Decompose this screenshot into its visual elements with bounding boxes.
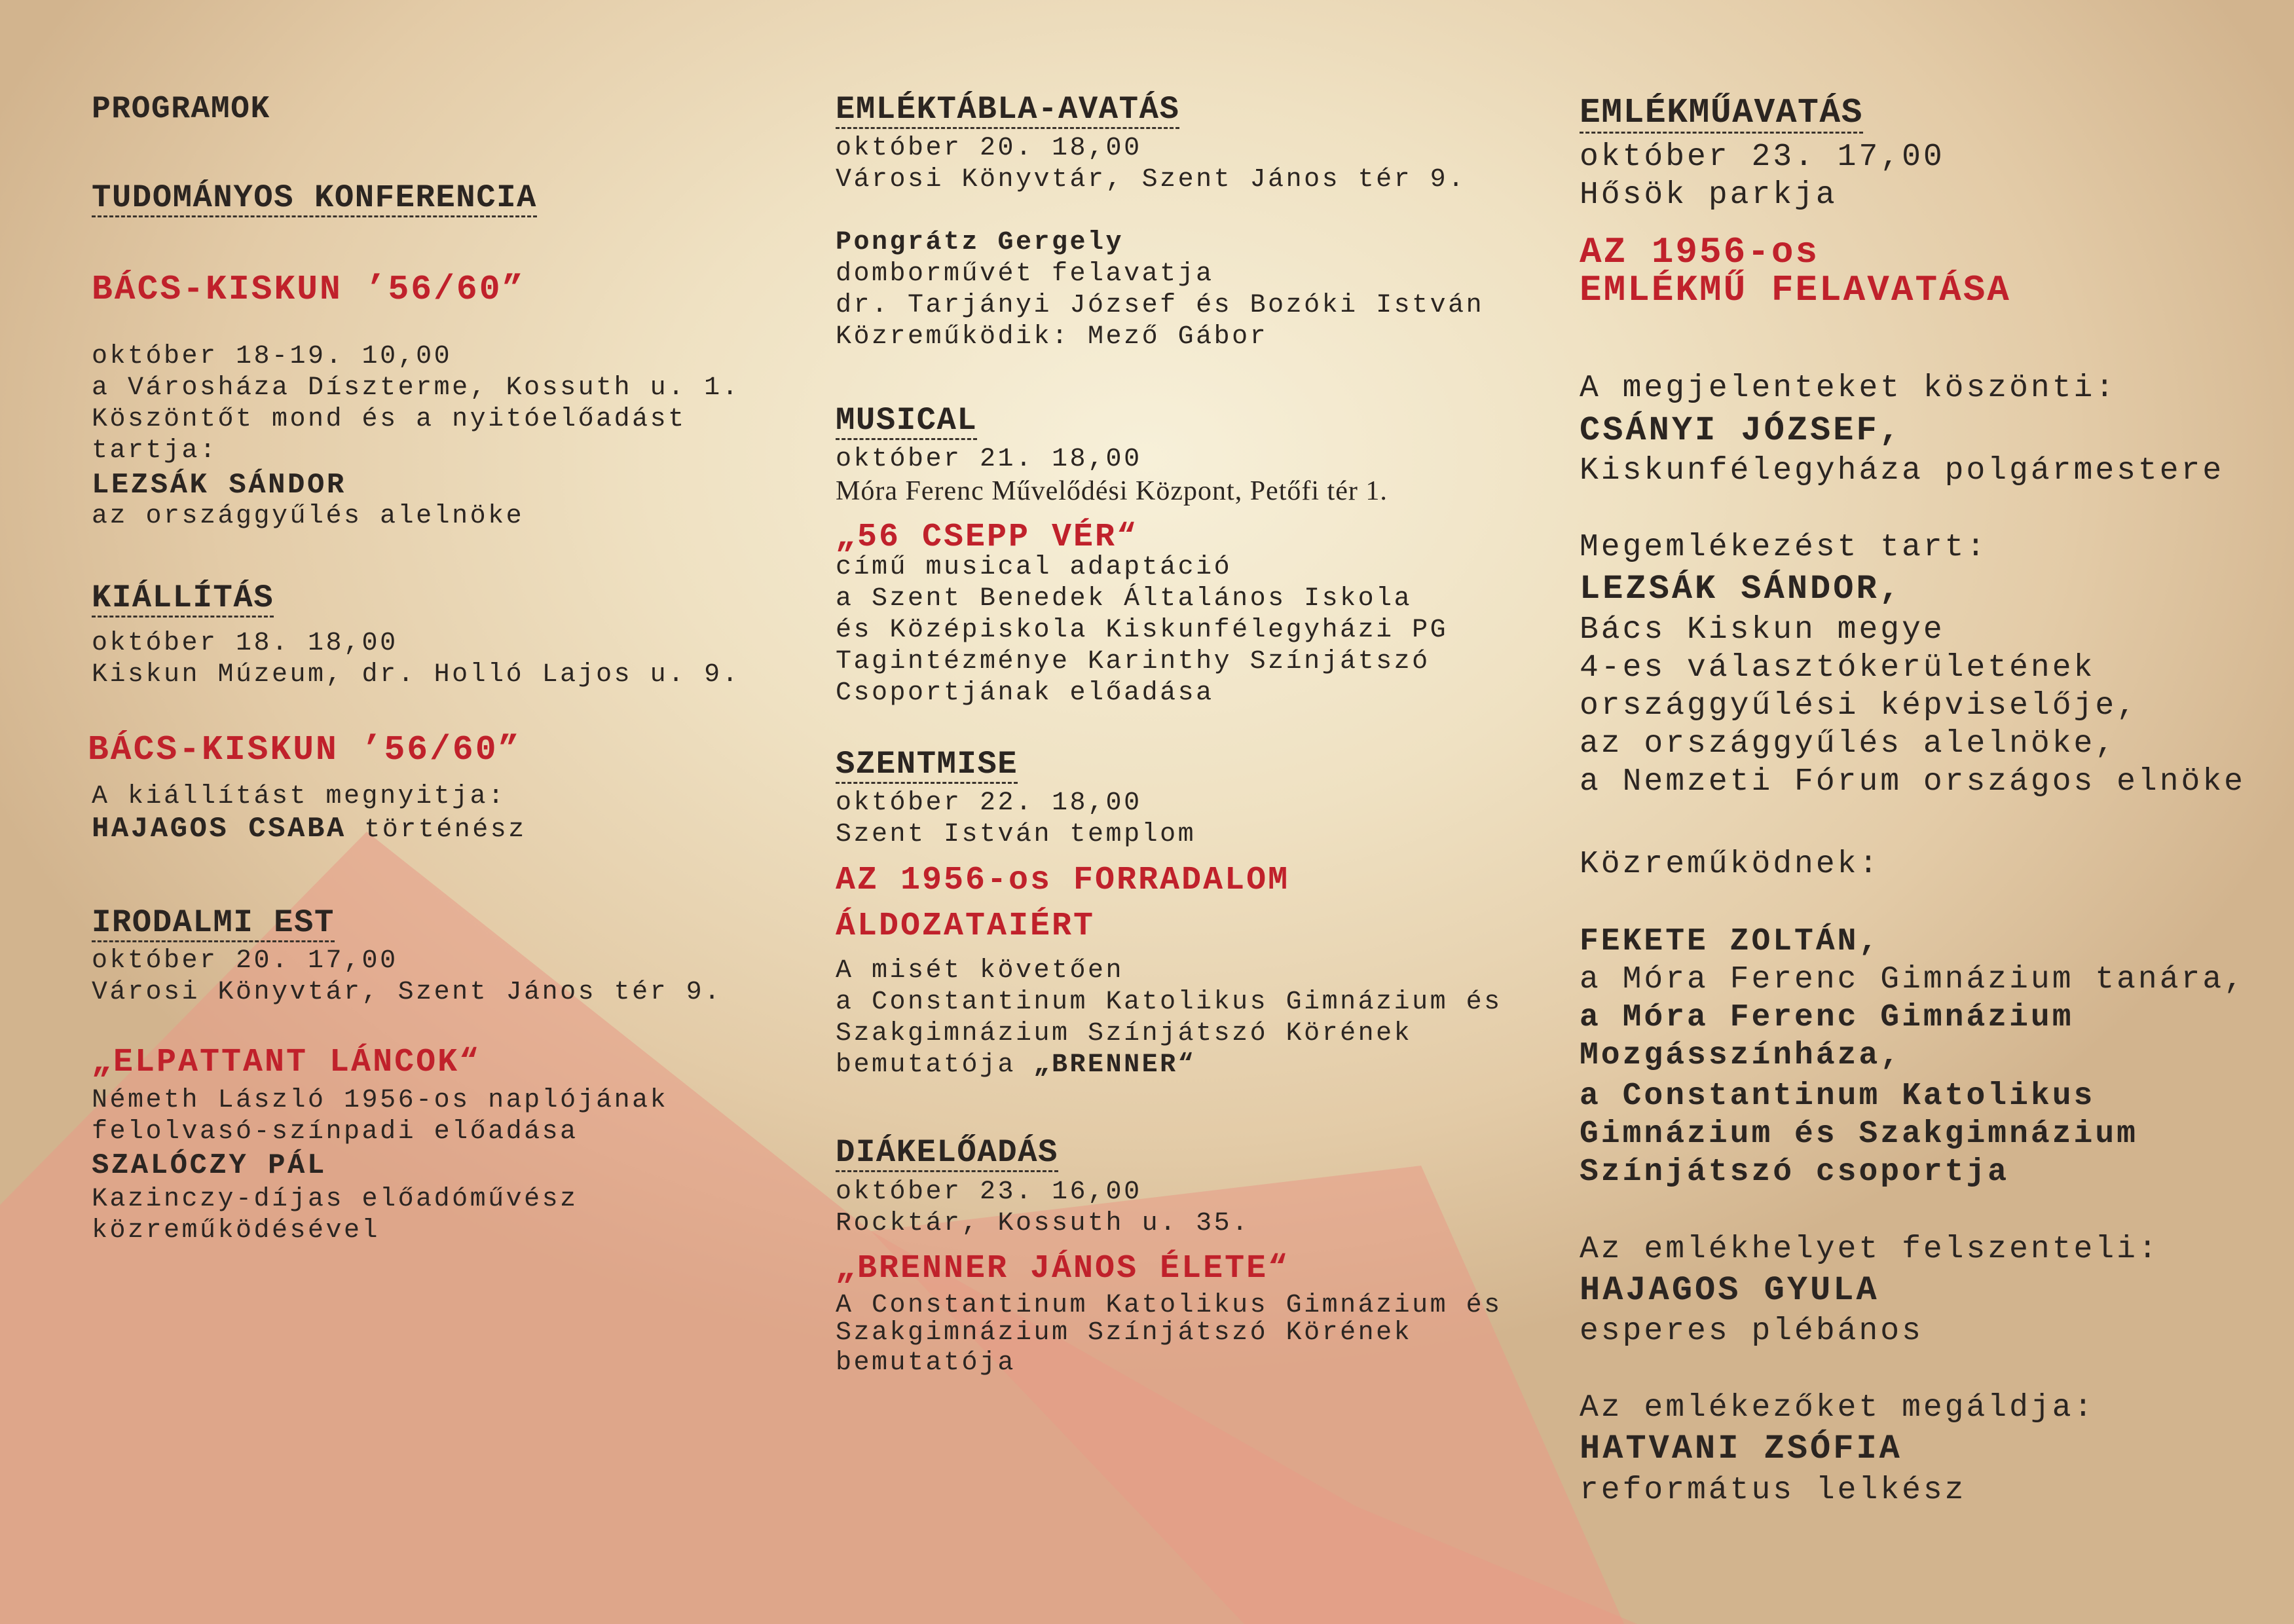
musical-line2: a Szent Benedek Általános Iskola — [836, 584, 1413, 614]
plaque-place: Városi Könyvtár, Szent János tér 9. — [836, 165, 1466, 194]
student-date: október 23. 16,00 — [836, 1177, 1142, 1207]
musical-place: Móra Ferenc Művelődési Központ, Petőfi tér 1. — [836, 476, 1388, 506]
mass-line3: Szakgimnázium Színjátszó Körének — [836, 1019, 1413, 1048]
contrib-label: Közreműködnek: — [1580, 847, 1881, 882]
commem-label: Megemlékezést tart: — [1580, 530, 1988, 565]
speaker-role-5: a Nemzeti Fórum országos elnöke — [1580, 764, 2246, 800]
speaker-role-2: 4-es választókerületének — [1580, 650, 2096, 686]
student-line1: A Constantinum Katolikus Gimnázium és — [836, 1291, 1502, 1320]
mass-line4-prefix: bemutatója — [836, 1050, 1034, 1080]
student-heading: DIÁKELŐADÁS — [836, 1134, 1058, 1171]
musical-line3: és Középiskola Kiskunfélegyházi PG — [836, 616, 1449, 645]
conference-speaker: LEZSÁK SÁNDOR — [92, 469, 346, 502]
mass-line4 — [836, 1050, 1196, 1081]
mass-place: Szent István templom — [836, 820, 1196, 849]
student-line2: Szakgimnázium Színjátszó Körének — [836, 1318, 1413, 1348]
literary-place: Városi Könyvtár, Szent János tér 9. — [92, 978, 722, 1007]
literary-line2: felolvasó-színpadi előadása — [92, 1117, 578, 1147]
mass-date: október 22. 18,00 — [836, 788, 1142, 818]
literary-date: október 20. 17,00 — [92, 946, 398, 976]
conference-role: az országgyűlés alelnöke — [92, 502, 525, 531]
student-place: Rocktár, Kossuth u. 35. — [836, 1209, 1250, 1238]
student-line3: bemutatója — [836, 1348, 1016, 1378]
literary-title: „ELPATTANT LÁNCOK“ — [92, 1044, 481, 1081]
greeter-role: Kiskunfélegyháza polgármestere — [1580, 453, 2225, 489]
conference-line1: Köszöntőt mond és a nyitóelőadást — [92, 405, 686, 434]
plaque-line1: domborművét felavatja — [836, 259, 1214, 289]
plaque-heading: EMLÉKTÁBLA-AVATÁS — [836, 91, 1180, 128]
literary-line3: Kazinczy-díjas előadóművész — [92, 1185, 578, 1214]
bless-label: Az emlékezőket megáldja: — [1580, 1390, 2096, 1426]
greeter-name: CSÁNYI JÓZSEF, — [1580, 411, 1902, 450]
musical-line5: Csoportjának előadása — [836, 678, 1214, 708]
mass-line1: A misét követően — [836, 956, 1124, 986]
speaker-role-1: Bács Kiskun megye — [1580, 612, 1945, 648]
literary-line1: Németh László 1956-os naplójának — [92, 1086, 669, 1115]
greet-label: A megjelenteket köszönti: — [1580, 371, 2117, 406]
exhibition-place: Kiskun Múzeum, dr. Holló Lajos u. 9. — [92, 660, 741, 690]
exhibition-speaker: HAJAGOS CSABA — [92, 813, 346, 845]
musical-date: október 21. 18,00 — [836, 445, 1142, 474]
monument-heading: EMLÉKMŰAVATÁS — [1580, 93, 1863, 132]
conference-heading: TUDOMÁNYOS KONFERENCIA — [92, 179, 537, 216]
monument-title-line2: EMLÉKMŰ FELAVATÁSA — [1580, 269, 2011, 311]
literary-performer: SZALÓCZY PÁL — [92, 1149, 327, 1182]
contrib-7: Színjátszó csoportja — [1580, 1154, 2010, 1190]
musical-line4: Tagintézménye Karinthy Színjátszó — [836, 647, 1430, 676]
priest-name: HAJAGOS GYULA — [1580, 1271, 1879, 1310]
exhibition-speaker-role: történész — [346, 815, 527, 845]
pastor-role: református lelkész — [1580, 1473, 1967, 1508]
exhibition-title: BÁCS-KISKUN ’56/60” — [88, 730, 521, 769]
conference-date: október 18-19. 10,00 — [92, 342, 453, 371]
speaker-role-4: az országgyűlés alelnöke, — [1580, 726, 2117, 762]
conference-line2: tartja: — [92, 436, 218, 466]
contrib-4: Mozgásszínháza, — [1580, 1038, 1902, 1073]
speaker-role-3: országgyűlési képviselője, — [1580, 688, 2138, 724]
programs-title: PROGRAMOK — [92, 92, 270, 127]
contrib-3: a Móra Ferenc Gimnázium — [1580, 1000, 2074, 1035]
student-title: „BRENNER JÁNOS ÉLETE“ — [836, 1250, 1290, 1287]
mass-heading: SZENTMISE — [836, 746, 1018, 783]
exhibition-speaker-line — [92, 813, 527, 846]
mass-title-line2: ÁLDOZATAIÉRT — [836, 908, 1096, 945]
literary-heading: IRODALMI EST — [92, 904, 335, 941]
musical-title: „56 CSEPP VÉR“ — [836, 519, 1139, 556]
exhibition-opener: A kiállítást megnyitja: — [92, 782, 506, 811]
monument-place: Hősök parkja — [1580, 177, 1838, 213]
exhibition-date: október 18. 18,00 — [92, 629, 398, 658]
conference-place: a Városháza Díszterme, Kossuth u. 1. — [92, 373, 741, 403]
contrib-6: Gimnázium és Szakgimnázium — [1580, 1116, 2138, 1152]
contrib-2: a Móra Ferenc Gimnázium tanára, — [1580, 962, 2246, 997]
contrib-1: FEKETE ZOLTÁN, — [1580, 924, 1881, 959]
musical-line1: című musical adaptáció — [836, 553, 1232, 582]
conference-title: BÁCS-KISKUN ’56/60” — [92, 270, 525, 309]
mass-line4-brenner: „BRENNER“ — [1033, 1050, 1196, 1080]
literary-line4: közreműködésével — [92, 1216, 380, 1246]
commem-speaker: LEZSÁK SÁNDOR, — [1580, 570, 1902, 608]
exhibition-heading: KIÁLLÍTÁS — [92, 580, 274, 616]
pastor-name: HATVANI ZSÓFIA — [1580, 1430, 1902, 1468]
plaque-date: október 20. 18,00 — [836, 134, 1142, 163]
priest-role: esperes plébános — [1580, 1314, 1923, 1349]
plaque-name: Pongrátz Gergely — [836, 228, 1124, 257]
consecrate-label: Az emlékhelyet felszenteli: — [1580, 1232, 2160, 1267]
monument-date: október 23. 17,00 — [1580, 139, 1945, 175]
plaque-line2: dr. Tarjányi József és Bozóki István — [836, 291, 1485, 320]
musical-heading: MUSICAL — [836, 402, 978, 439]
mass-title-line1: AZ 1956-os FORRADALOM — [836, 862, 1290, 899]
monument-title-line1: AZ 1956-os — [1580, 231, 1820, 273]
contrib-5: a Constantinum Katolikus — [1580, 1079, 2096, 1114]
mass-line2: a Constantinum Katolikus Gimnázium és — [836, 987, 1502, 1017]
plaque-line3: Közreműködik: Mező Gábor — [836, 322, 1268, 352]
